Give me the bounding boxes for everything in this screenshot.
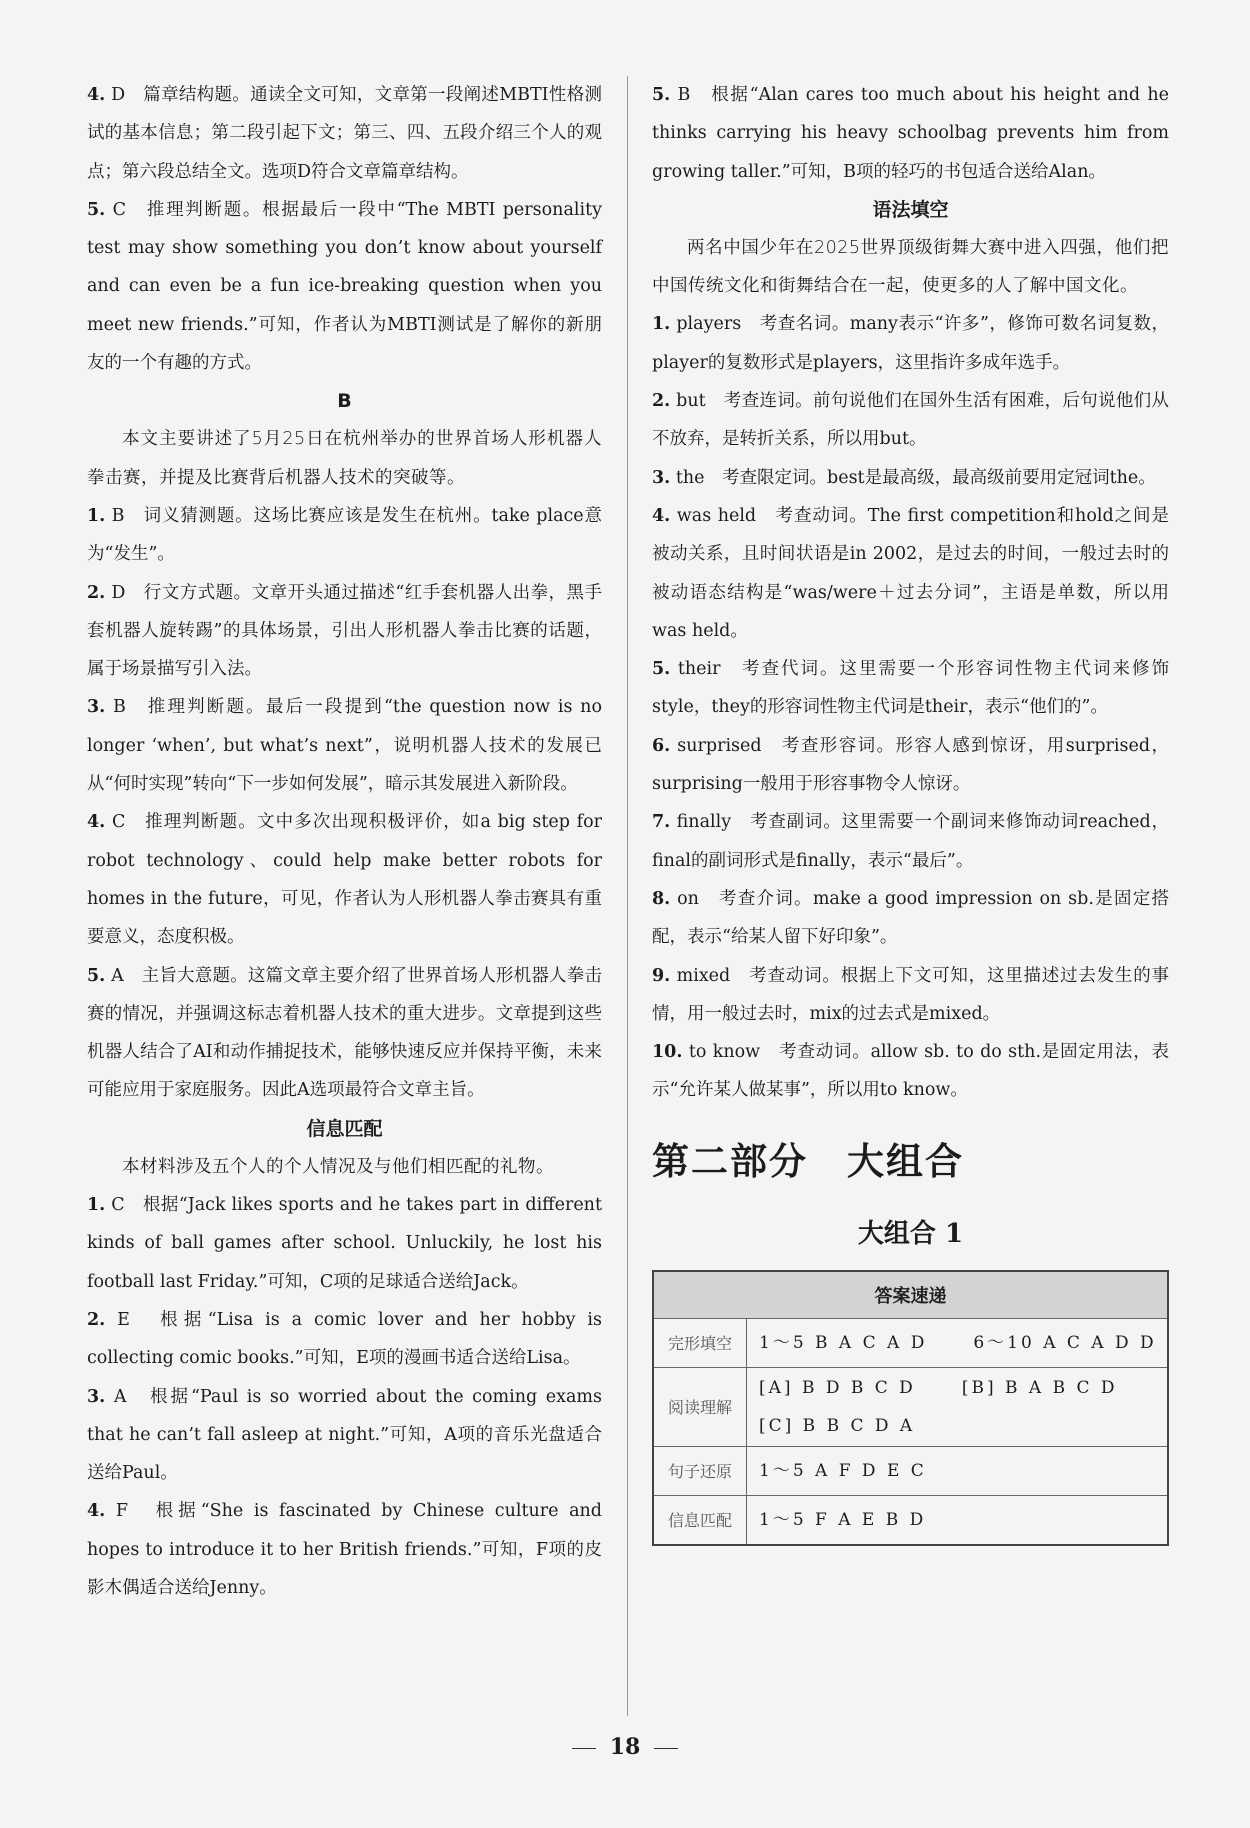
page-number: 18 xyxy=(0,1734,1250,1760)
table-row xyxy=(653,1318,1168,1367)
answer-item: 2. but 考查连词。前句说他们在国外生活有困难，后句说他们从不放弃，是转折关系，所以用but。 xyxy=(652,391,1169,450)
section-intro: 本文主要讲述了5月25日在杭州举办的世界首场人形机器人拳击赛，并提及比赛背后机器人技术的突破等。 xyxy=(87,429,602,488)
answer-item: 1. C 根据“Jack likes sports and he takes part in different kinds of ball games after school. Unluckily, he lost his football last Friday.”可知，C项的足球适合送给Jack。 xyxy=(87,1195,602,1292)
section-intro: 本材料涉及五个人的个人情况及与他们相匹配的礼物。 xyxy=(122,1156,554,1177)
answer-item: 10. to know 考查动词。allow sb. to do sth.是固定用法，表示“允许某人做某事”，所以用to know。 xyxy=(652,1042,1169,1101)
section-intro: 两名中国少年在2025世界顶级街舞大赛中进入四强，他们把中国传统文化和街舞结合在一起，使更多的人了解中国文化。 xyxy=(652,237,1169,297)
row-value: [A] B D B C D [B] B A B C D [C] B B C D A xyxy=(747,1367,1169,1446)
table-row xyxy=(653,1446,1168,1495)
group-title: 大组合 1 xyxy=(857,1218,964,1249)
section-title-b: B xyxy=(337,390,352,413)
row-label: 完形填空 xyxy=(653,1318,747,1367)
right-column xyxy=(652,76,1169,1546)
answer-item: 5. their 考查代词。这里需要一个形容词性物主代词来修饰style，they的形容词性物主代词是their，表示“他们的”。 xyxy=(652,659,1169,718)
row-label: 句子还原 xyxy=(653,1446,747,1495)
answer-item: 5. B 根据“Alan cares too much about his height and he thinks carrying his heavy schoolbag prevents him from growing taller.”可知，B项的轻巧的书包适合送给Alan。 xyxy=(652,85,1169,182)
answer-item: 5. C 推理判断题。根据最后一段中“The MBTI personality test may show something you don’t know about yourself and can even be a fun ice-breaking question when you meet new friends.”可知，作者认为MBTI测试是了解你的新朋友的一个有趣的方式。 xyxy=(87,199,602,374)
answer-item: 4. D 篇章结构题。通读全文可知，文章第一段阐述MBTI性格测试的基本信息；第二段引起下文；第三、四、五段介绍三个人的观点；第六段总结全文。选项D符合文章篇章结构。 xyxy=(87,85,602,182)
part-title: 第二部分 大组合 xyxy=(652,1139,964,1183)
row-label: 信息匹配 xyxy=(653,1495,747,1545)
table-header: 答案速递 xyxy=(653,1271,1168,1319)
answer-item: 4. C 推理判断题。文中多次出现积极评价，如a big step for robot technology、could help make better robots for homes in the future，可见，作者认为人形机器人拳击赛具有重要意义，态度积极。 xyxy=(87,812,602,948)
section-title-grammar: 语法填空 xyxy=(872,198,949,221)
answer-item: 4. was held 考查动词。The first competition和hold之间是被动关系，且时间状语是in 2002，是过去的时间，一般过去时的被动语态结构是“was/were＋过去分词”，主语是单数，所以用was held。 xyxy=(652,505,1169,641)
answer-summary-table xyxy=(652,1270,1169,1546)
answer-item: 4. F 根据“She is fascinated by Chinese culture and hopes to introduce it to her British friends.”可知，F项的皮影木偶适合送给Jenny。 xyxy=(87,1501,602,1598)
answer-item: 9. mixed 考查动词。根据上下文可知，这里描述过去发生的事情，用一般过去时，mix的过去式是mixed。 xyxy=(652,965,1169,1024)
column-divider xyxy=(627,76,628,1716)
answer-item: 3. A 根据“Paul is so worried about the coming exams that he can’t fall asleep at night.”可知，A项的音乐光盘适合送给Paul。 xyxy=(87,1386,602,1484)
row-value: 1～5 A F D E C xyxy=(747,1446,1169,1495)
answer-item: 6. surprised 考查形容词。形容人感到惊讶，用surprised，surprising一般用于形容事物令人惊讶。 xyxy=(652,735,1169,795)
answer-item: 5. A 主旨大意题。这篇文章主要介绍了世界首场人形机器人拳击赛的情况，并强调这标志着机器人技术的重大进步。文章提到这些机器人结合了AI和动作捕捉技术，能够快速反应并保持平衡，未来可能应用于家庭服务。因此A选项最符合文章主旨。 xyxy=(87,965,602,1101)
row-label: 阅读理解 xyxy=(653,1367,747,1446)
table-row xyxy=(653,1367,1168,1446)
table-row xyxy=(653,1495,1168,1545)
answer-item: 7. finally 考查副词。这里需要一个副词来修饰动词reached，final的副词形式是finally，表示“最后”。 xyxy=(652,812,1169,871)
answer-item: 3. the 考查限定词。best是最高级，最高级前要用定冠词the。 xyxy=(652,467,1156,488)
row-value: 1～5 F A E B D xyxy=(747,1495,1169,1545)
answer-item: 1. B 词义猜测题。这场比赛应该是发生在杭州。take place意为“发生”。 xyxy=(87,505,602,565)
answer-item: 2. D 行文方式题。文章开头通过描述“红手套机器人出拳，黑手套机器人旋转踢”的具体场景，引出人形机器人拳击比赛的话题，属于场景描写引入法。 xyxy=(87,582,602,680)
row-value: 1～5 B A C A D 6～10 A C A D D xyxy=(747,1318,1169,1367)
answer-item: 8. on 考查介词。make a good impression on sb.是固定搭配，表示“给某人留下好印象”。 xyxy=(652,888,1169,948)
answer-item: 1. players 考查名词。many表示“许多”，修饰可数名词复数，player的复数形式是players，这里指许多成年选手。 xyxy=(652,314,1169,373)
left-column xyxy=(87,76,602,1607)
answer-item: 3. B 推理判断题。最后一段提到“the question now is no longer ‘when’, but what’s next”，说明机器人技术的发展已从“何时实现”转向“下一步如何发展”，暗示其发展进入新阶段。 xyxy=(87,697,602,795)
section-title-info-match: 信息匹配 xyxy=(306,1117,383,1140)
answer-item: 2. E 根据“Lisa is a comic lover and her hobby is collecting comic books.”可知，E项的漫画书适合送给Lisa。 xyxy=(87,1309,602,1369)
